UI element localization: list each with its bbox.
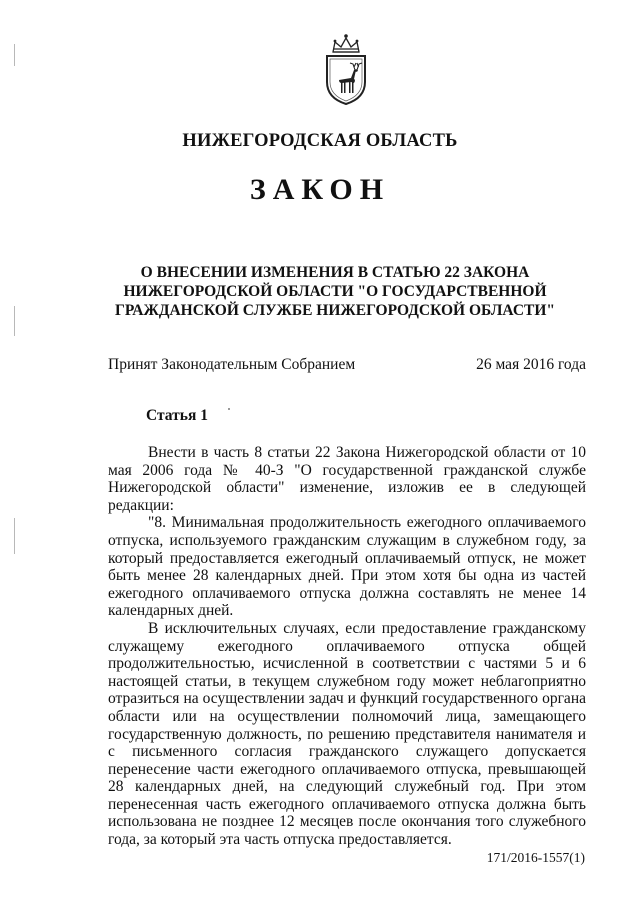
law-heading-line: О ВНЕСЕНИИ ИЗМЕНЕНИЯ В СТАТЬЮ 22 ЗАКОНА — [140, 264, 530, 281]
document-type-title: ЗАКОН — [249, 173, 391, 206]
scan-margin-mark — [14, 306, 15, 336]
scan-margin-mark — [14, 518, 15, 554]
adoption-info — [108, 356, 586, 374]
adopted-by: Принят Законодательным Собранием — [108, 356, 356, 373]
coat-of-arms-icon — [313, 30, 379, 106]
region-title: НИЖЕГОРОДСКАЯ ОБЛАСТЬ — [182, 131, 458, 151]
law-heading-line: ГРАЖДАНСКОЙ СЛУЖБЕ НИЖЕГОРОДСКОЙ ОБЛАСТИ" — [114, 302, 556, 319]
adopted-date: 26 мая 2016 года — [476, 356, 586, 373]
article-title: Статья 1 — [146, 407, 208, 424]
body-paragraph: В исключительных случаях, если предоставление гражданскому служащему ежегодного оплачиваемого отпуска общей продолжительностью, исчисленной в соответствии с частями 5 и 6 настоящей статьи, в текущем служебном году может неблагоприятно отразиться на осуществлении задач и функций государственного органа области или на осуществлении полномочий лица, замещающего государственную должность, по решению представителя нанимателя и с письменного согласия гражданского служащего допускается перенесение части ежегодного оплачиваемого отпуска, превышающей 28 календарных дней, на следующий служебный год. При этом перенесенная часть ежегодного оплачиваемого отпуска должна быть использована не позднее 12 месяцев после окончания того служебного года, за который эта часть отпуска предоставляется. — [108, 619, 586, 849]
law-heading — [110, 263, 560, 320]
body-paragraph: Внести в часть 8 статьи 22 Закона Нижегородской области от 10 мая 2006 года № 40-З "О государственной гражданской службе Нижегородской области" изменение, изложив ее в следующей редакции: — [108, 444, 586, 514]
body-paragraph: "8. Минимальная продолжительность ежегодного оплачиваемого отпуска, используемого гражданским служащим в служебном году, за который предоставляется ежегодный оплачиваемый отпуск, не может быть менее 28 календарных дней. При этом хотя бы одна из частей ежегодного оплачиваемого отпуска должна составлять не менее 14 календарных дней. — [108, 514, 586, 620]
article-body — [108, 444, 586, 849]
scan-speck — [228, 408, 230, 410]
scan-margin-mark — [14, 44, 15, 66]
document-number: 171/2016-1557(1) — [486, 850, 585, 865]
law-heading-line: НИЖЕГОРОДСКОЙ ОБЛАСТИ "О ГОСУДАРСТВЕННОЙ — [123, 283, 547, 300]
